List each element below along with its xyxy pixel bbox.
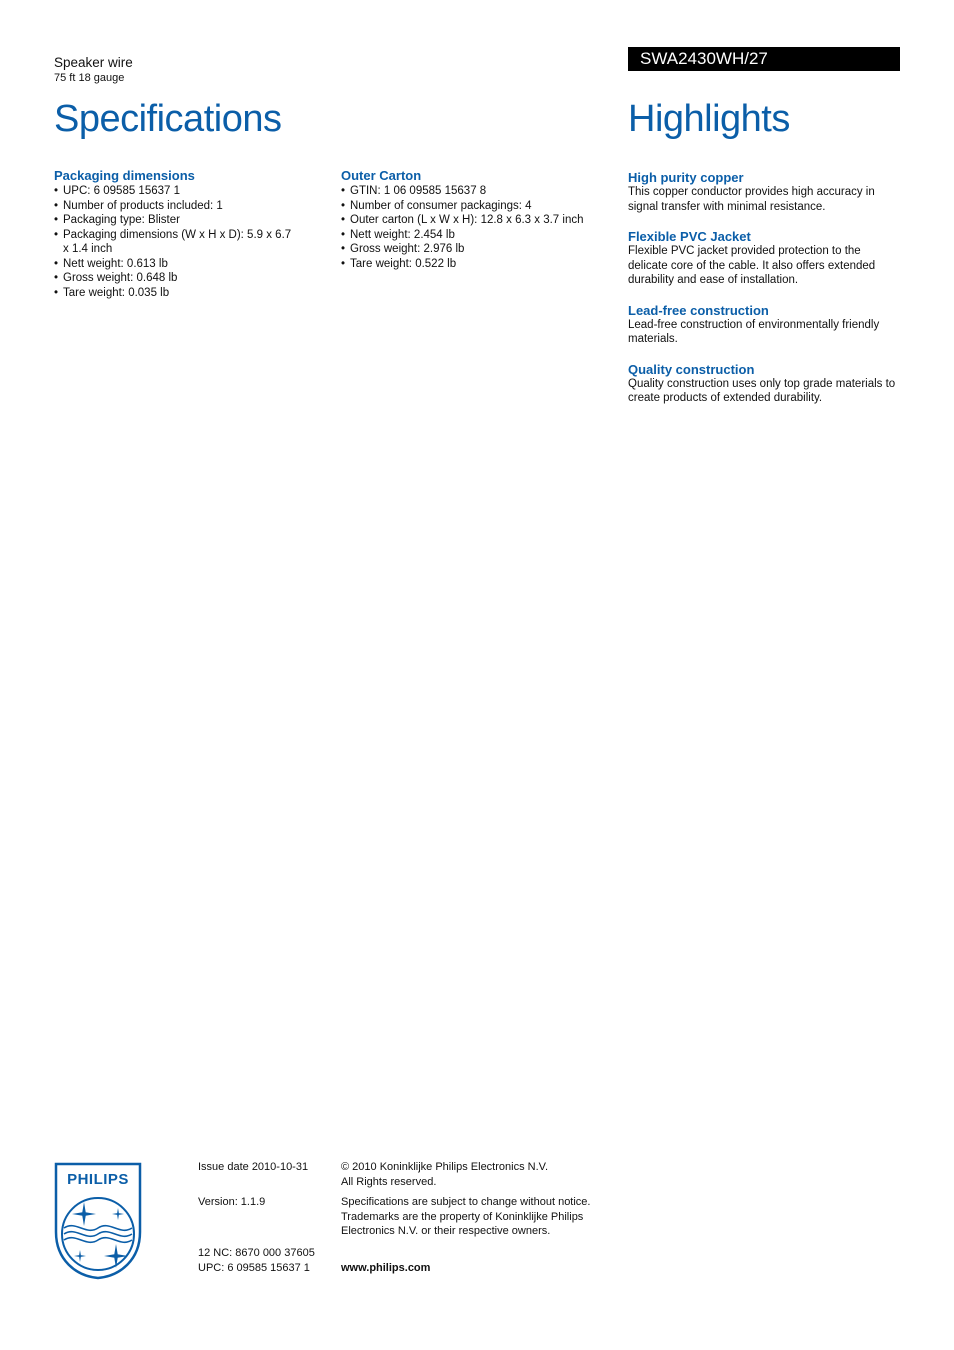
- list-item: • Packaging type: Blister: [54, 213, 294, 228]
- website-link[interactable]: www.philips.com: [341, 1262, 431, 1274]
- list-item: • Nett weight: 0.613 lb: [54, 257, 294, 272]
- philips-shield-icon: [54, 1162, 142, 1280]
- packaging-dimensions-section: [54, 168, 294, 300]
- list-item: • Number of products included: 1: [54, 199, 294, 214]
- list-item: • Gross weight: 0.648 lb: [54, 271, 294, 286]
- highlight-title: High purity copper: [628, 170, 744, 185]
- product-variant: 75 ft 18 gauge: [54, 72, 125, 84]
- issue-date: Issue date 2010-10-31: [198, 1161, 309, 1173]
- legal-notice: Specifications are subject to change without notice. Trademarks are the property of Koninklijke Philips Electronics N.V. or their respective owners.: [341, 1196, 591, 1237]
- list-item: • Tare weight: 0.522 lb: [341, 257, 611, 272]
- highlight-title: Flexible PVC Jacket: [628, 229, 751, 244]
- model-number-bar: SWA2430WH/27: [628, 47, 900, 71]
- packaging-dimensions-list: [54, 184, 294, 300]
- highlight-text: Lead-free construction of environmentally friendly materials.: [628, 318, 880, 345]
- rights-line: All Rights reserved.: [341, 1175, 437, 1188]
- highlight-title: Quality construction: [628, 361, 755, 377]
- copyright-line: © 2010 Koninklijke Philips Electronics N.V.: [341, 1161, 549, 1173]
- list-item: • Outer carton (L x W x H): 12.8 x 6.3 x 3.7 inch: [341, 213, 611, 228]
- highlight-text: This copper conductor provides high accuracy in signal transfer with minimal resistance.: [628, 186, 875, 213]
- nc-number: 12 NC: 8670 000 37605: [198, 1247, 315, 1259]
- highlight-item: [628, 303, 903, 347]
- footer-upc: UPC: 6 09585 15637 1: [198, 1262, 310, 1274]
- philips-wordmark: PHILIPS: [67, 1171, 129, 1188]
- product-name: Speaker wire: [54, 55, 133, 70]
- highlights-heading: Highlights: [628, 98, 790, 140]
- packaging-dimensions-title: Packaging dimensions: [54, 168, 195, 183]
- highlight-item: [628, 170, 903, 214]
- list-item: • Gross weight: 2.976 lb: [341, 242, 611, 257]
- specifications-heading: Specifications: [54, 98, 282, 140]
- list-item: • Tare weight: 0.035 lb: [54, 286, 294, 301]
- highlights-list: [628, 170, 903, 421]
- philips-logo: [54, 1162, 142, 1280]
- list-item: • GTIN: 1 06 09585 15637 8: [341, 184, 611, 199]
- list-item: • Nett weight: 2.454 lb: [341, 228, 611, 243]
- copyright: [341, 1160, 611, 1189]
- list-item: • Packaging dimensions (W x H x D): 5.9 x 6.7 x 1.4 inch: [54, 228, 294, 257]
- outer-carton-title: Outer Carton: [341, 168, 422, 183]
- outer-carton-list: [341, 184, 611, 271]
- highlight-title: Lead-free construction: [628, 302, 769, 318]
- version: Version: 1.1.9: [198, 1196, 266, 1208]
- outer-carton-section: [341, 168, 611, 271]
- highlight-item: [628, 362, 903, 406]
- list-item: • Number of consumer packagings: 4: [341, 199, 611, 214]
- highlight-text: Quality construction uses only top grade materials to create products of extended durability.: [628, 377, 896, 404]
- highlight-text: Flexible PVC jacket provided protection to the delicate core of the cable. It also offers extended durability and ease of installation.: [628, 245, 876, 286]
- highlight-item: [628, 229, 903, 288]
- list-item: • UPC: 6 09585 15637 1: [54, 184, 294, 199]
